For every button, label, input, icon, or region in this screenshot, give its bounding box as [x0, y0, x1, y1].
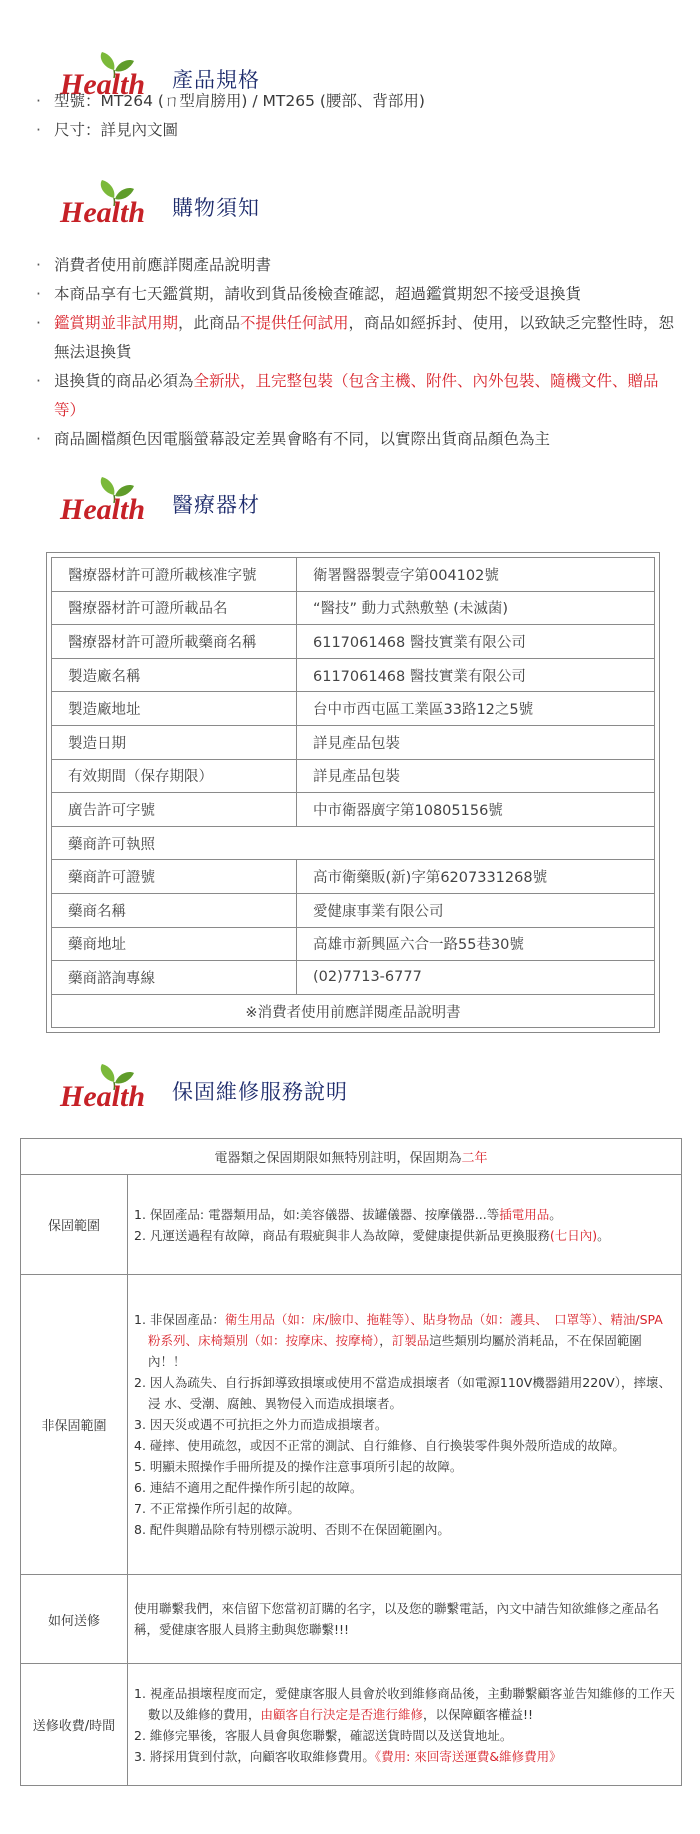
medical-value: 愛健康事業有限公司 [297, 893, 655, 927]
health-logo [58, 178, 168, 226]
body-text: 3. 因天災或遇不可抗拒之外力而造成損壞者。 [134, 1417, 388, 1432]
shopping-item [36, 309, 676, 367]
list-item [134, 1204, 675, 1225]
body-text: 3. 將採用貨到付款，向顧客收取維修費用。 [134, 1748, 375, 1764]
list-item [134, 1725, 675, 1746]
highlight-text: 不提供任何試用 [240, 314, 349, 332]
highlight-text: 衛生用品（如：床/臉巾、拖鞋等）、貼身物品（如：護具、 口罩等）、精油/SPA粉系列、床椅類別（如：按摩床、按摩椅） [148, 1312, 663, 1348]
shopping-item [36, 367, 676, 425]
medical-row [52, 725, 655, 759]
list-item [134, 1477, 675, 1498]
shopping-item [36, 425, 676, 454]
body-text: 退換貨的商品必須為 [54, 372, 194, 390]
body-text: ，此商品 [178, 314, 241, 332]
svg-text:Health: Health [60, 1080, 146, 1110]
medical-key: 製造廠地址 [52, 692, 297, 726]
list-item [134, 1456, 675, 1477]
leaf-icon [58, 178, 168, 226]
body-text: ，商品如經拆封、使用，以致缺乏完整性時，恕無法退換貨 [54, 314, 675, 361]
body-text: 1. 視產品損壞程度而定，愛健康客服人員會於收到維修商品後，主動聯繫顧客並告知維修的工作天數以及維修的費用， [134, 1685, 675, 1722]
medical-value: “醫技” 動力式熱敷墊 (未滅菌) [297, 591, 655, 625]
medical-footer: ※消費者使用前應詳閱產品說明書 [52, 994, 655, 1028]
medical-key: 醫療器材許可證所載品名 [52, 591, 297, 625]
body-text: 2. 凡運送過程有故障，商品有瑕疵與非人為故障，愛健康提供新品更換服務 [134, 1227, 550, 1243]
medical-value: 台中市西屯區工業區33路12之5號 [297, 692, 655, 726]
list-item [134, 1519, 675, 1540]
health-logo [58, 475, 168, 523]
body-text: 1. 非保固產品： [134, 1312, 225, 1327]
highlight-text: 《費用: 來回寄送運費&維修費用》 [374, 1748, 562, 1764]
highlight-text: 鑑賞期並非試用期 [54, 314, 179, 332]
spec-list [36, 87, 676, 145]
shopping-title: 購物須知 [172, 196, 260, 220]
medical-row [52, 625, 655, 659]
medical-key: 藥商諮詢專線 [52, 961, 297, 995]
list-item [134, 1414, 675, 1435]
medical-title: 醫療器材 [172, 493, 260, 517]
medical-row [52, 692, 655, 726]
list-item [134, 1309, 675, 1372]
medical-row [52, 927, 655, 961]
svg-text:Health: Health [60, 493, 146, 523]
highlight-text: 全新狀，且完整包裝（包含主機、附件、內外包裝、隨機文件、贈品等） [54, 372, 659, 419]
medical-value: 中市衛器廣字第10805156號 [297, 793, 655, 827]
medical-value: (02)7713-6777 [297, 961, 655, 995]
medical-table [51, 557, 655, 1028]
medical-key: 製造日期 [52, 725, 297, 759]
body-text: ， [379, 1333, 392, 1348]
send-content: 使用聯繫我們，來信留下您當初訂購的名字，以及您的聯繫電話，內文中請告知欲維修之產品名稱，愛健康客服人員將主動與您聯繫!!! [128, 1575, 682, 1664]
list-item [134, 1435, 675, 1456]
fee-label: 送修收費/時間 [21, 1664, 128, 1786]
highlight-text: 插電用品 [499, 1206, 550, 1222]
medical-section-row: 藥商許可執照 [52, 826, 655, 860]
list-item [134, 1746, 675, 1767]
body-text: 這些類別均屬於消耗品，不在保固範圍內！！ [148, 1333, 642, 1369]
body-text: 本商品享有七天鑑賞期，請收到貨品後檢查確認，超過鑑賞期恕不接受退換貨 [54, 285, 582, 303]
body-text: 7. 不正常操作所引起的故障。 [134, 1501, 300, 1516]
warranty-table [20, 1138, 682, 1786]
medical-value: 6117061468 醫技實業有限公司 [297, 658, 655, 692]
body-text: 8. 配件與贈品除有特別標示說明、否則不在保固範圍內。 [134, 1522, 450, 1537]
body-text: 商品圖檔顏色因電腦螢幕設定差異會略有不同，以實際出貨商品顏色為主 [54, 430, 551, 448]
medical-value: 衛署醫器製壹字第004102號 [297, 558, 655, 592]
warranty-period-header: 電器類之保固期限如無特別註明，保固期為二年 [21, 1139, 682, 1175]
medical-value: 詳見產品包裝 [297, 725, 655, 759]
medical-row [52, 893, 655, 927]
body-text: 消費者使用前應詳閱產品說明書 [54, 256, 272, 274]
medical-key: 醫療器材許可證所載核准字號 [52, 558, 297, 592]
leaf-icon [58, 1062, 168, 1110]
medical-value: 高市衛藥販(新)字第6207331268號 [297, 860, 655, 894]
shopping-list [36, 251, 676, 454]
medical-key: 藥商名稱 [52, 893, 297, 927]
list-item [134, 1372, 675, 1414]
medical-key: 製造廠名稱 [52, 658, 297, 692]
spec-size: · 尺寸：詳見內文圖 [36, 116, 676, 145]
body-text: ，以保障顧客權益!! [423, 1706, 534, 1722]
spec-model: · 型號：MT264 (ㄇ型肩膀用) / MT265 (腰部、背部用) [36, 87, 676, 116]
list-item [134, 1498, 675, 1519]
body-text: 。 [597, 1227, 610, 1243]
medical-key: 藥商地址 [52, 927, 297, 961]
shopping-item [36, 280, 676, 309]
medical-row [52, 759, 655, 793]
body-text: 6. 連結不適用之配件操作所引起的故障。 [134, 1480, 363, 1495]
highlight-text: 訂製品 [391, 1333, 430, 1348]
highlight-text: 由顧客自行決定是否進行維修 [260, 1706, 424, 1722]
list-item [134, 1225, 675, 1246]
health-logo [58, 1062, 168, 1110]
medical-row [52, 591, 655, 625]
medical-row [52, 658, 655, 692]
medical-key: 廣告許可字號 [52, 793, 297, 827]
scope-label: 保固範圍 [21, 1175, 128, 1275]
nonscope-label: 非保固範圍 [21, 1275, 128, 1575]
svg-text:Health: Health [60, 196, 146, 226]
warranty-period-value: 二年 [461, 1151, 488, 1166]
body-text: 2. 因人為疏失、自行拆卸導致損壞或使用不當造成損壞者（如電源110V機器錯用220V），摔壞、浸 水、受潮、腐蝕、異物侵入而造成損壞者。 [134, 1375, 671, 1411]
medical-value: 詳見產品包裝 [297, 759, 655, 793]
leaf-icon [58, 475, 168, 523]
body-text: 5. 明顯未照操作手冊所提及的操作注意事項所引起的故障。 [134, 1459, 463, 1474]
send-label: 如何送修 [21, 1575, 128, 1664]
list-item [134, 1683, 675, 1725]
medical-value: 高雄市新興區六合一路55巷30號 [297, 927, 655, 961]
medical-key: 醫療器材許可證所載藥商名稱 [52, 625, 297, 659]
medical-row [52, 961, 655, 995]
body-text: 2. 維修完畢後，客服人員會與您聯繫，確認送貨時間以及送貨地址。 [134, 1727, 513, 1743]
medical-key: 藥商許可證號 [52, 860, 297, 894]
spec-title: 產品規格 [172, 68, 260, 92]
medical-value: 6117061468 醫技實業有限公司 [297, 625, 655, 659]
medical-table-frame [46, 552, 660, 1033]
body-text: 。 [549, 1206, 562, 1222]
shopping-item [36, 251, 676, 280]
medical-key: 有效期間（保存期限） [52, 759, 297, 793]
highlight-text: (七日內) [549, 1227, 598, 1243]
body-text: 1. 保固產品: 電器類用品，如:美容儀器、拔罐儀器、按摩儀器...等 [134, 1206, 500, 1222]
body-text: 4. 碰摔、使用疏忽，或因不正常的測試、自行維修、自行換裝零件與外殼所造成的故障。 [134, 1438, 625, 1453]
fee-content [128, 1664, 682, 1786]
medical-row [52, 558, 655, 592]
scope-content [128, 1175, 682, 1275]
medical-row [52, 860, 655, 894]
warranty-title: 保固維修服務說明 [172, 1080, 348, 1104]
medical-row [52, 793, 655, 827]
nonscope-content [128, 1275, 682, 1575]
svg-text:Health: Health [60, 68, 146, 98]
